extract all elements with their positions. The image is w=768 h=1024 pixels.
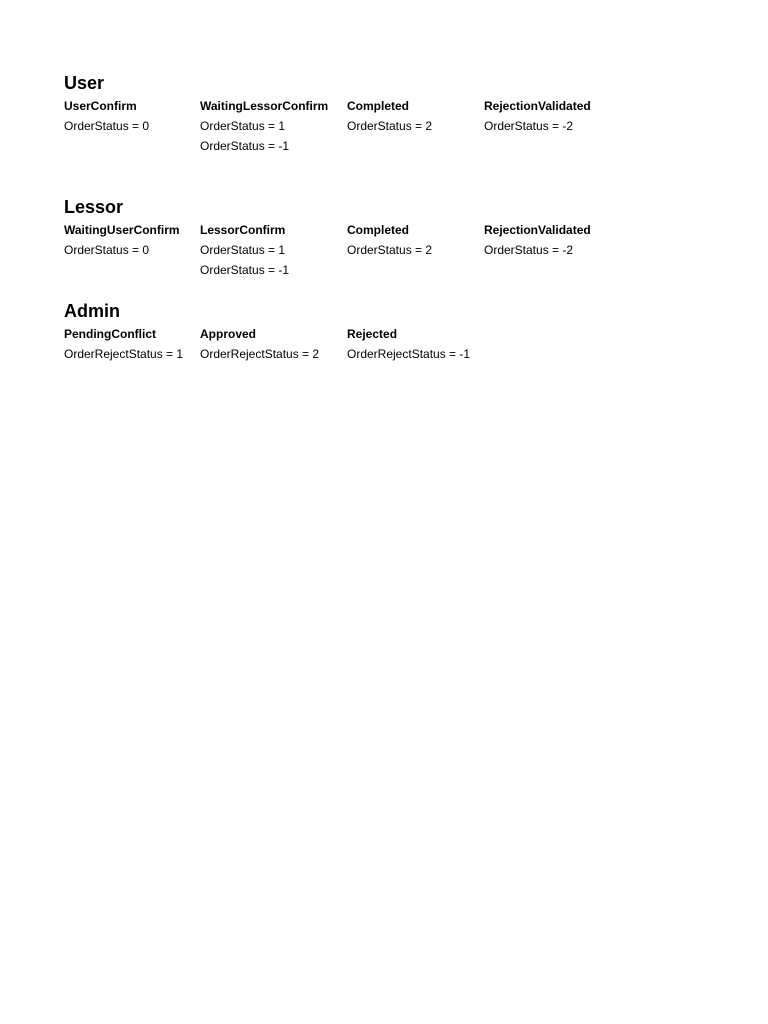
- user-header-row: [64, 96, 704, 116]
- lessor-header-rejectionvalidated: RejectionValidated: [484, 223, 591, 237]
- user-header-completed: Completed: [347, 99, 410, 113]
- lessor-section: [64, 196, 704, 280]
- lessor-status-lessorconfirm: OrderStatus = 1: [200, 243, 286, 257]
- admin-status-pendingconflict: OrderRejectStatus = 1: [64, 347, 184, 361]
- user-header-rejectionvalidated: RejectionValidated: [484, 99, 591, 113]
- user-status-completed: OrderStatus = 2: [347, 119, 433, 133]
- lessor-status-completed: OrderStatus = 2: [347, 243, 433, 257]
- admin-header-pendingconflict: PendingConflict: [64, 327, 156, 341]
- lessor-header-row: [64, 220, 704, 240]
- user-status-userconfirm: OrderStatus = 0: [64, 119, 150, 133]
- user-status-waitinglessorconfirm-alt: OrderStatus = -1: [200, 139, 290, 153]
- admin-status-rejected: OrderRejectStatus = -1: [347, 347, 471, 361]
- lessor-status-lessorconfirm-alt: OrderStatus = -1: [200, 263, 290, 277]
- admin-header-rejected: Rejected: [347, 327, 398, 341]
- admin-status-row: [64, 344, 704, 364]
- lessor-status-rejectionvalidated: OrderStatus = -2: [484, 243, 574, 257]
- admin-status-approved: OrderRejectStatus = 2: [200, 347, 320, 361]
- user-header-waitinglessorconfirm: WaitingLessorConfirm: [200, 99, 329, 113]
- user-section-title: User: [64, 73, 105, 93]
- lessor-section-title: Lessor: [64, 197, 124, 217]
- user-status-row-2: [64, 136, 704, 156]
- user-status-row: [64, 116, 704, 136]
- lessor-header-completed: Completed: [347, 223, 410, 237]
- user-header-userconfirm: UserConfirm: [64, 99, 137, 113]
- admin-header-approved: Approved: [200, 327, 257, 341]
- lessor-status-waitinguserconfirm: OrderStatus = 0: [64, 243, 150, 257]
- lessor-header-lessorconfirm: LessorConfirm: [200, 223, 286, 237]
- admin-header-row: [64, 324, 704, 344]
- lessor-status-row-2: [64, 260, 704, 280]
- user-section: [64, 72, 704, 156]
- user-status-waitinglessorconfirm: OrderStatus = 1: [200, 119, 286, 133]
- admin-section-title: Admin: [64, 301, 120, 321]
- admin-section: [64, 300, 704, 364]
- lessor-header-waitinguserconfirm: WaitingUserConfirm: [64, 223, 180, 237]
- user-status-rejectionvalidated: OrderStatus = -2: [484, 119, 574, 133]
- lessor-status-row: [64, 240, 704, 260]
